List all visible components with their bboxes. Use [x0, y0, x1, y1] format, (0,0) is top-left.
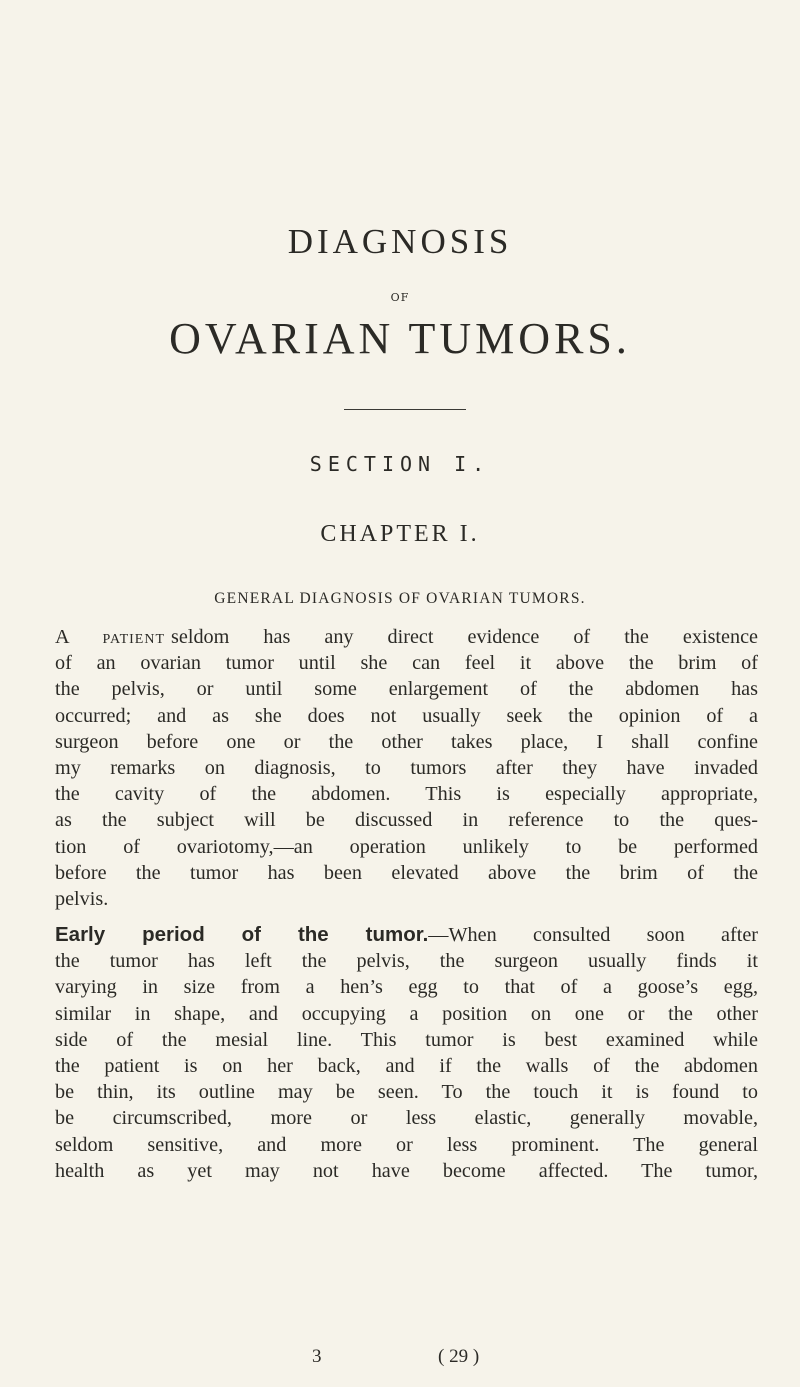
paragraph-line: as the subject will be discussed in reference to the ques- — [55, 809, 758, 832]
run-in-heading: Early period of the tumor. — [55, 923, 429, 946]
paragraph-line: the cavity of the abdomen. This is especially appropriate, — [55, 783, 758, 806]
signature-mark: 3 — [312, 1346, 322, 1367]
paragraph-line: health as yet may not have become affected. The tumor, — [55, 1159, 758, 1182]
paragraph-line: similar in shape, and occupying a position on one or the other — [55, 1002, 758, 1025]
title-divider — [344, 409, 466, 410]
paragraph-line: occurred; and as she does not usually seek the opinion of a — [55, 704, 758, 727]
paragraph-line: before the tumor has been elevated above the brim of the — [55, 861, 758, 884]
paragraph-line: varying in size from a hen’s egg to that of a goose’s egg, — [55, 976, 758, 999]
paragraph-lead-a: A — [55, 626, 69, 648]
paragraph-line: the patient is on her back, and if the walls of the abdomen — [55, 1055, 758, 1078]
paragraph-line: be circumscribed, more or less elastic, generally movable, — [55, 1107, 758, 1130]
title-connector: OF — [390, 291, 410, 304]
section-heading: SECTION I. — [309, 452, 491, 476]
chapter-title: GENERAL DIAGNOSIS OF OVARIAN TUMORS. — [214, 590, 586, 607]
paragraph-line-text: seldom has any direct evidence of the existence — [171, 626, 759, 648]
book-subtitle: OVARIAN TUMORS. — [169, 314, 631, 363]
paragraph-line: the pelvis, or until some enlargement of the abdomen has — [55, 678, 758, 701]
paragraph-line: the tumor has left the pelvis, the surgeon usually finds it — [55, 950, 758, 973]
book-title: DIAGNOSIS — [287, 222, 513, 261]
paragraph-lead-word: patient — [102, 626, 166, 648]
chapter-heading: CHAPTER I. — [320, 521, 480, 547]
paragraph-line: my remarks on diagnosis, to tumors after they have invaded — [55, 757, 758, 780]
paragraph-line: of an ovarian tumor until she can feel it above the brim of — [55, 652, 758, 675]
paragraph-2 — [55, 922, 758, 1184]
paragraph-line: seldom sensitive, and more or less prominent. The general — [55, 1133, 758, 1156]
paragraph-line — [55, 624, 758, 650]
paragraph-1 — [55, 624, 758, 912]
paragraph-line: pelvis. — [55, 888, 109, 911]
paragraph-line: side of the mesial line. This tumor is best examined while — [55, 1028, 758, 1051]
paragraph-line: surgeon before one or the other takes place, I shall confine — [55, 730, 758, 753]
paragraph-line: tion of ovariotomy,—an operation unlikely to be performed — [55, 835, 758, 858]
page-number: ( 29 ) — [438, 1346, 480, 1367]
paragraph-line — [55, 922, 758, 948]
paragraph-line-text: —When consulted soon after — [428, 924, 759, 946]
paragraph-line: be thin, its outline may be seen. To the touch it is found to — [55, 1081, 758, 1104]
